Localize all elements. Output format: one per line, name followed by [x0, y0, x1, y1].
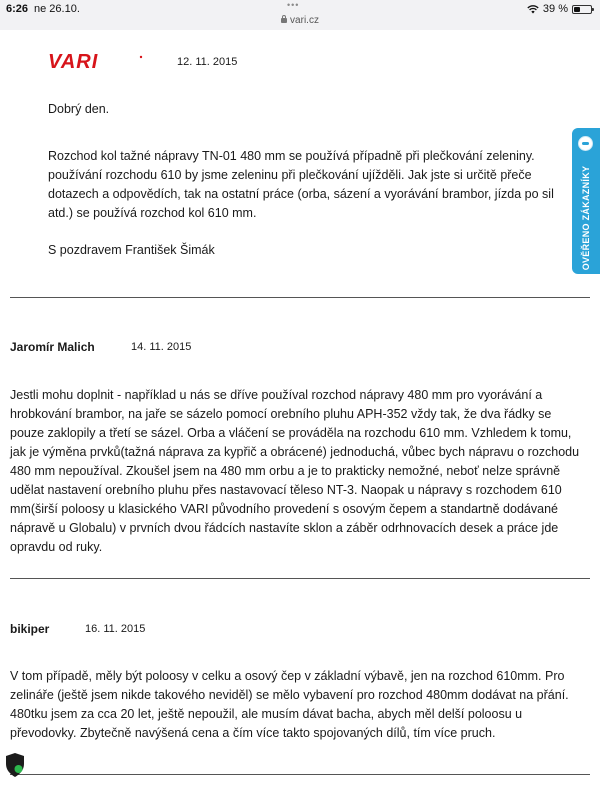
battery-icon: [572, 5, 592, 14]
reply-signature: S pozdravem František Šimák: [48, 243, 215, 257]
status-date: ne 26.10.: [34, 3, 80, 15]
comment-body: [10, 667, 580, 743]
reply-line: atd.) se používá rozchod kol 610 mm.: [48, 206, 257, 220]
comment-line: hrobkování brambor, na jaře se sázelo pomocí orebního pluhu APH-352 vždy tak, že dva řádky se: [10, 407, 552, 421]
reply-date: 12. 11. 2015: [177, 56, 238, 68]
address-bar[interactable]: [0, 15, 600, 26]
comment-line: opravdu od ruky.: [10, 540, 103, 554]
reply-body: [48, 147, 573, 223]
wifi-icon: [527, 5, 539, 14]
status-bar: [0, 0, 600, 30]
status-time: 6:26: [6, 3, 29, 15]
vari-logo-text: VARI: [48, 52, 99, 70]
comment-author: bikiper: [10, 622, 50, 636]
comment-line: jak je výměna prvků(tažná náprava za kypřič a obrácené) jednoduchá, vůbec bych nápravu o rozchodu: [10, 445, 580, 459]
comment-line: Jestli mohu doplnit - například u nás se dříve používal rozchod nápravy 480 mm pro vyorávání a: [10, 388, 543, 402]
divider: [10, 774, 590, 775]
comment-line: převodovky. Zbytečně navýšená cena a čím více takto spojovaných dílů, tím více pruch.: [10, 726, 496, 740]
lock-icon: [281, 18, 287, 23]
comment-body: [10, 386, 580, 557]
battery-fill: [574, 7, 580, 12]
comment-line: 480tku jsem za cca 20 let, ještě nepoužil, ale musím dávat bacha, abych měl delší poloosu u: [10, 707, 523, 721]
comment-line: mm(širší poloosy u klasického VARI původního provedení s osovým čepem a standartně dodávané: [10, 502, 558, 516]
vari-logo[interactable]: [48, 52, 144, 70]
divider: [10, 578, 590, 579]
verified-badge-icon: [578, 136, 593, 151]
comment-line: V tom případě, měly být poloosy v celku a osový čep v základní výbavě, jen na rozchod 610mm. Pro: [10, 669, 565, 683]
comment-line: zelináře (ještě jsem nikde takového neviděl) se mělo vybavení pro rozchod 480mm dodávat na přání.: [10, 688, 569, 702]
address-url: vari.cz: [290, 15, 319, 26]
reply-line: dotazech a odpovědích, tak na ostatní práce (orba, sázení a vyorávání brambor, jízda po sil: [48, 187, 554, 201]
divider: [10, 297, 590, 298]
comment-line: nápravě u Globalu) v prvních dvou řádcích nastavíte sklon a záběr odrhnovacích desek a práce jde: [10, 521, 559, 535]
verified-by-customers-tab[interactable]: [572, 128, 600, 274]
multitasking-dots-icon[interactable]: •••: [287, 0, 300, 10]
comment-date: 14. 11. 2015: [131, 341, 192, 353]
reply-line: Rozchod kol tažné nápravy TN-01 480 mm se používá případně při plečkování zeleniny.: [48, 149, 535, 163]
comment-line: pouze zaklopily a třetí se sázel. Orba a vláčení se prováděla na rozchodu 610 mm. Vzhledem k tomu,: [10, 426, 572, 440]
battery-percent: 39 %: [542, 3, 568, 15]
reply-greeting: Dobrý den.: [48, 102, 110, 116]
status-right: [527, 3, 592, 15]
comment-line: 480 mm nepoužíval. Zkoušel jsem na 480 mm orbu a je to prakticky nemožné, neboť nelze správně: [10, 464, 561, 478]
verified-tab-label: OVĚŘENO ZÁKAZNÍKY: [581, 165, 591, 271]
comment-date: 16. 11. 2015: [85, 623, 146, 635]
comment-author: Jaromír Malich: [10, 340, 95, 354]
comment-line: udělat nastavení orebního pluhu přes nastavovací těleso NT-3. Naopak u nápravy s rozchodem 610: [10, 483, 562, 497]
reply-line: používání rozchodu 610 by jsme zeleninu při plečkování ujížděli. Jak jste si určitě přeče: [48, 168, 532, 182]
shield-icon[interactable]: [4, 752, 26, 778]
